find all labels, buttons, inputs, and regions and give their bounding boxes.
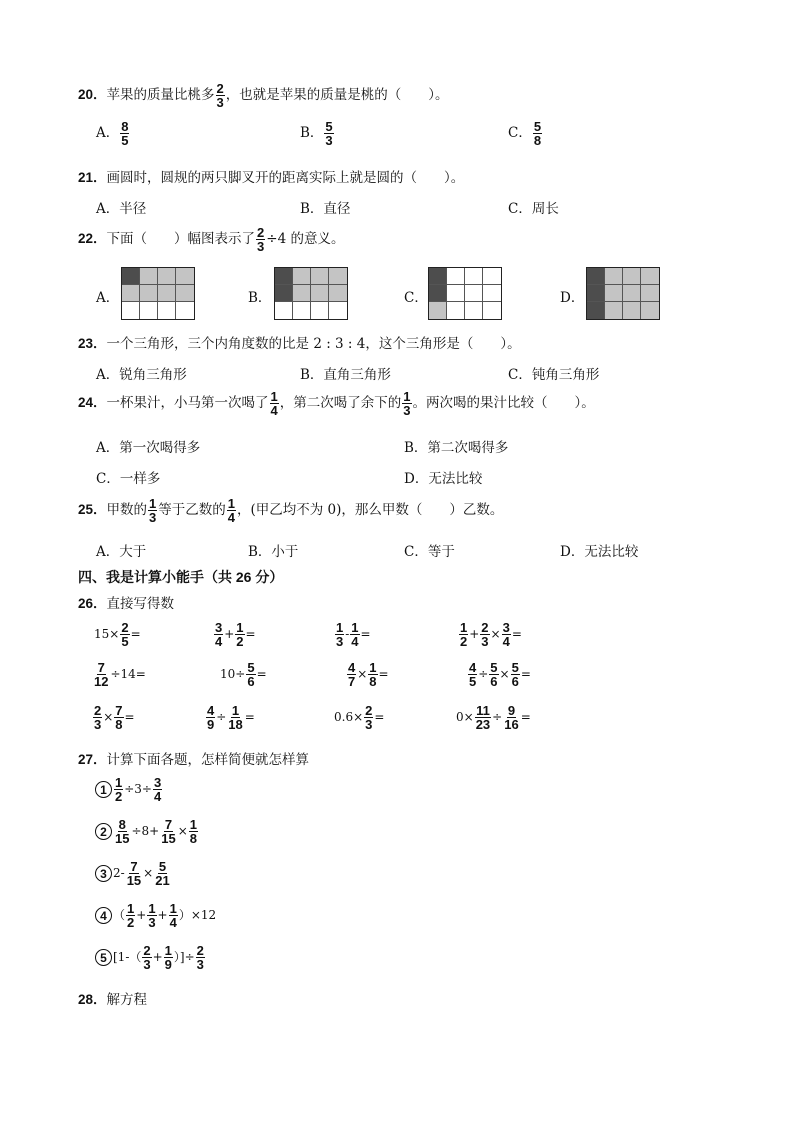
grid-cell xyxy=(176,302,194,319)
grid-cell xyxy=(465,268,483,285)
grid-cell xyxy=(447,268,465,285)
grid-cell xyxy=(587,302,605,319)
option-c[interactable]: C．钝角三角形 xyxy=(508,367,600,383)
grid-cell xyxy=(311,302,329,319)
grid-cell xyxy=(447,285,465,302)
option-c[interactable]: C．等于 xyxy=(404,544,455,560)
grid-cell xyxy=(465,285,483,302)
calc-item: $\frac{2}{3}$ × $\frac{7}{8}$ = xyxy=(94,703,135,732)
grid-cell xyxy=(311,268,329,285)
calc-item: $\frac{4}{9}$ ÷ $\frac{1}{18}$ = xyxy=(207,703,255,732)
grid-cell xyxy=(293,268,311,285)
question-text: 苹果的质量比桃多 xyxy=(106,87,215,103)
grid-cell xyxy=(429,302,447,319)
option-b[interactable]: B．小于 xyxy=(248,544,299,560)
grid-cell xyxy=(275,285,293,302)
question-23: 23．一个三角形，三个内角度数的比是 2 : 3 : 4，这个三角形是（ ）。 xyxy=(78,336,521,352)
grid-cell xyxy=(122,268,140,285)
calc-item: 0.6× $\frac{2}{3}$ = xyxy=(334,703,385,732)
fraction: $\frac{2}{3}$ xyxy=(216,81,224,110)
calc-item: 0× $\frac{11}{23}$ ÷ $\frac{9}{16}$ = xyxy=(456,703,531,732)
question-26: 26．直接写得数 xyxy=(78,596,175,612)
option-c[interactable]: C．一样多 xyxy=(96,471,161,487)
grid-cell xyxy=(465,302,483,319)
option-c[interactable]: C．周长 xyxy=(508,201,559,217)
calc-item: $\frac{4}{5}$ ÷ $\frac{5}{6}$ × $\frac{5}{6}$ = xyxy=(469,660,531,689)
calc-item: $\frac{1}{3}$ - $\frac{1}{4}$ = xyxy=(336,620,371,649)
calc-item: 3 2- $\frac{7}{15}$ × $\frac{5}{21}$ xyxy=(95,860,172,887)
grid-cell xyxy=(122,285,140,302)
calc-item: $\frac{1}{2}$ + $\frac{2}{3}$ × $\frac{3}{4}$ = xyxy=(460,620,522,649)
grid-cell xyxy=(429,268,447,285)
calc-item: 1 $\frac{1}{2}$ ÷3÷ $\frac{3}{4}$ xyxy=(95,776,163,803)
grid-cell xyxy=(176,268,194,285)
question-27: 27．计算下面各题，怎样简便就怎样算 xyxy=(78,752,310,768)
grid-cell xyxy=(329,268,347,285)
grid-cell xyxy=(122,302,140,319)
calc-item: $\frac{7}{12}$ ÷14= xyxy=(94,660,146,689)
calc-item: $\frac{3}{4}$ + $\frac{1}{2}$ = xyxy=(215,620,256,649)
question-number: 20． xyxy=(78,87,107,102)
option-b[interactable]: B．直径 xyxy=(300,201,351,217)
grid-cell xyxy=(447,302,465,319)
question-24: 24．一杯果汁，小马第一次喝了 $\frac{1}{4}$ ，第二次喝了余下的 $\frac{1}{3}$ 。两次喝的果汁比较（ ）。 xyxy=(78,389,595,418)
grid-cell xyxy=(605,302,623,319)
calc-item: 10÷ $\frac{5}{6}$ = xyxy=(220,660,267,689)
option-b[interactable]: B． xyxy=(248,290,272,306)
grid-cell xyxy=(605,268,623,285)
option-a[interactable]: A． xyxy=(96,290,120,306)
fraction-grid-d[interactable] xyxy=(586,267,660,320)
question-22: 22．下面（ ）幅图表示了 $\frac{2}{3}$ ÷4 的意义。 xyxy=(78,225,345,254)
question-28: 28．解方程 xyxy=(78,992,148,1008)
grid-cell xyxy=(641,302,659,319)
grid-cell xyxy=(158,285,176,302)
grid-cell xyxy=(140,285,158,302)
option-d[interactable]: D．无法比较 xyxy=(404,471,483,487)
calc-item: $\frac{4}{7}$ × $\frac{1}{8}$ = xyxy=(348,660,389,689)
grid-cell xyxy=(311,285,329,302)
grid-cell xyxy=(158,302,176,319)
option-b[interactable]: B．第二次喝得多 xyxy=(404,440,509,456)
grid-cell xyxy=(158,268,176,285)
question-20 xyxy=(78,82,449,109)
grid-cell xyxy=(275,302,293,319)
grid-cell xyxy=(587,268,605,285)
option-a[interactable]: A．锐角三角形 xyxy=(96,367,187,383)
option-a[interactable]: A．大于 xyxy=(96,544,147,560)
grid-cell xyxy=(329,285,347,302)
option-d[interactable]: D．无法比较 xyxy=(560,544,639,560)
fraction-grid-a[interactable] xyxy=(121,267,195,320)
option-d[interactable]: D． xyxy=(560,290,585,306)
grid-cell xyxy=(641,285,659,302)
option-a[interactable]: A．半径 xyxy=(96,201,147,217)
grid-cell xyxy=(623,302,641,319)
grid-cell xyxy=(587,285,605,302)
grid-cell xyxy=(641,268,659,285)
option-a[interactable]: A． $\frac{8}{5}$ xyxy=(96,119,129,148)
calc-item: 15× $\frac{2}{5}$ = xyxy=(94,620,141,649)
calc-item: 4 （ $\frac{1}{2}$ + $\frac{1}{3}$ + $\frac{1}{4}$ ）×12 xyxy=(95,902,216,929)
fraction-grid-b[interactable] xyxy=(274,267,348,320)
grid-cell xyxy=(483,285,501,302)
question-21: 21．画圆时，圆规的两只脚叉开的距离实际上就是圆的（ ）。 xyxy=(78,170,465,186)
option-b[interactable]: B．直角三角形 xyxy=(300,367,391,383)
section-title: 四、我是计算小能手（共 26 分） xyxy=(78,569,284,585)
option-c[interactable]: C． $\frac{5}{8}$ xyxy=(508,119,542,148)
question-25: 25．甲数的 $\frac{1}{3}$ 等于乙数的 $\frac{1}{4}$ ，(甲乙均不为 0)，那么甲数（ ）乙数。 xyxy=(78,496,504,525)
grid-cell xyxy=(329,302,347,319)
option-c[interactable]: C． xyxy=(404,290,428,306)
grid-cell xyxy=(605,285,623,302)
grid-cell xyxy=(275,268,293,285)
grid-cell xyxy=(140,268,158,285)
option-a[interactable]: A．第一次喝得多 xyxy=(96,440,201,456)
grid-cell xyxy=(429,285,447,302)
grid-cell xyxy=(483,268,501,285)
calc-item: 5 [1-（ $\frac{2}{3}$ + $\frac{1}{9}$ ）]÷ $\frac{2}{3}$ xyxy=(95,944,206,971)
grid-cell xyxy=(623,285,641,302)
option-b[interactable]: B． $\frac{5}{3}$ xyxy=(300,119,333,148)
grid-cell xyxy=(623,268,641,285)
grid-cell xyxy=(176,285,194,302)
grid-cell xyxy=(483,302,501,319)
grid-cell xyxy=(293,302,311,319)
calc-item: 2 $\frac{8}{15}$ ÷8+ $\frac{7}{15}$ × $\frac{1}{8}$ xyxy=(95,818,199,845)
fraction-grid-c[interactable] xyxy=(428,267,502,320)
question-text: ，也就是苹果的质量是桃的（ ）。 xyxy=(225,87,449,103)
grid-cell xyxy=(293,285,311,302)
grid-cell xyxy=(140,302,158,319)
